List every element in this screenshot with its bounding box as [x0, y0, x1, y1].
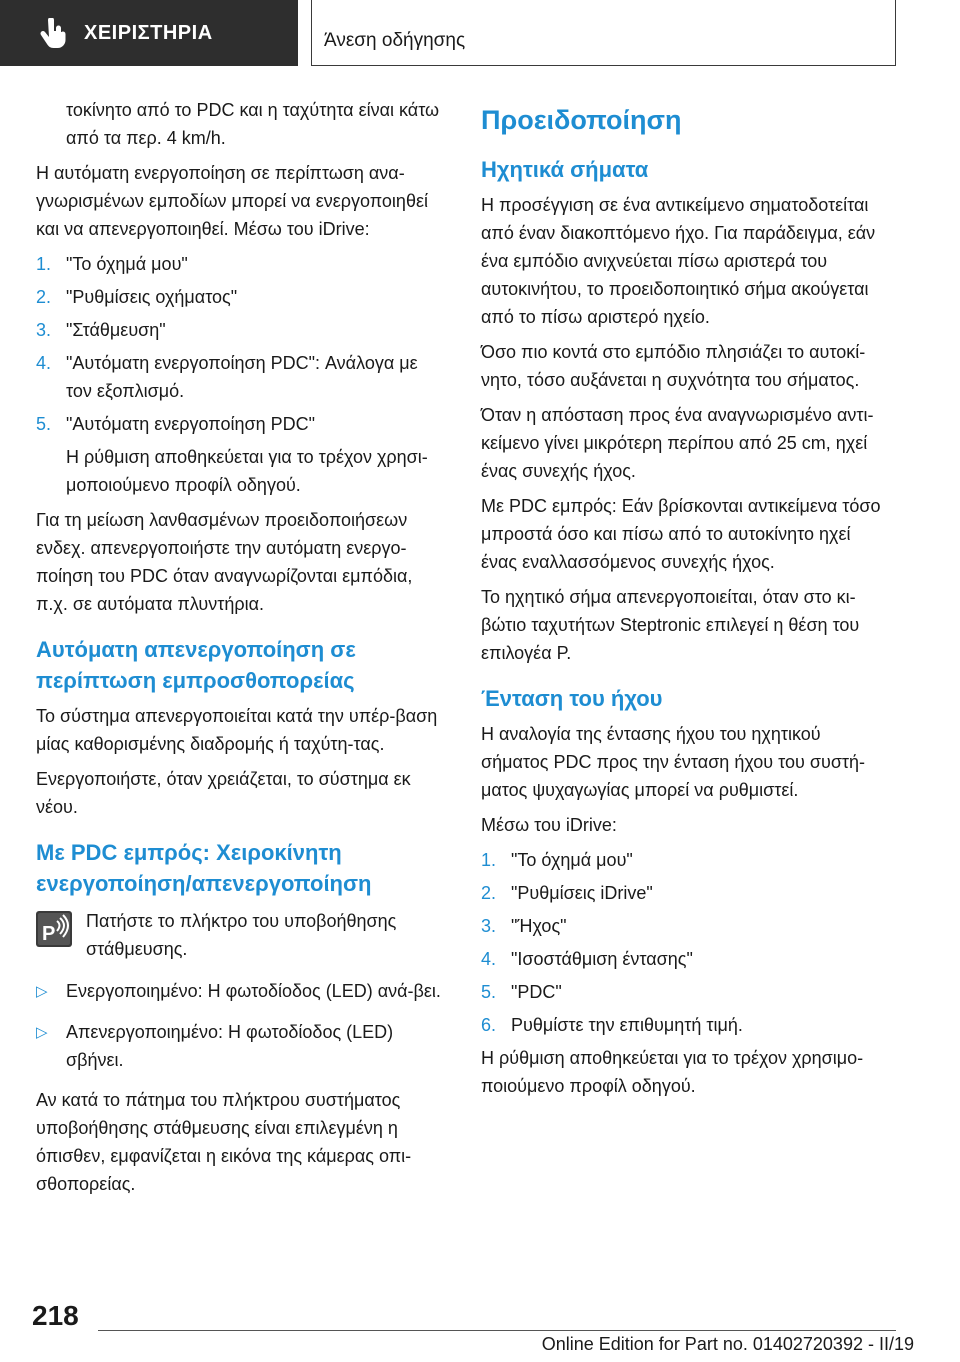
page-number: 218 — [32, 1300, 79, 1331]
manual-header — [0, 0, 298, 66]
volume-heading: Ένταση του ήχου — [481, 686, 663, 711]
auto-off-heading: Αυτόματη απενεργοποίηση σε περίπτωση εμπροσθοπορείας — [36, 637, 356, 693]
volume-text: Η αναλογία της έντασης ήχου του ηχητικού σήματος PDC προς την ένταση ήχου του συστή‐ματος ψυχαγωγίας μπορεί να ρυθμιστεί. — [481, 724, 866, 800]
footer-divider — [98, 1330, 896, 1331]
right-steps-list — [481, 846, 889, 1039]
intro-text: τοκίνητο από το PDC και η ταχύτητα είναι κάτω από τα περ. 4 km/h. — [66, 100, 440, 148]
list-item: 2. "Ρυθμίσεις iDrive" — [481, 883, 653, 903]
list-item: 4. "Ισοστάθμιση έντασης" — [481, 949, 693, 969]
list-item: 3. "Στάθμευση" — [36, 320, 166, 340]
manual-toggle-heading: Με PDC εμπρός: Χειροκίνητη ενεργοποίηση/απενεργοποίηση — [36, 840, 372, 896]
touch-hand-icon — [40, 18, 66, 48]
auto-activation-text: Η αυτόματη ενεργοποίηση σε περίπτωση ανα‐γνωρισμένων εμποδίων μπορεί να ενεργοποιηθεί και να απενεργοποιηθεί. Μέσω του iDrive: — [36, 163, 428, 239]
list-item: 5. "Αυτόματη ενεργοποίηση PDC" — [36, 414, 316, 434]
list-item: 1. "Το όχημά μου" — [36, 254, 188, 274]
triangle-bullet-icon: ▷ — [36, 1024, 48, 1041]
press-button-row — [36, 907, 444, 963]
via-idrive-text: Μέσω του iDrive: — [481, 815, 617, 835]
led-status-list — [36, 977, 444, 1074]
park-assist-button-icon — [36, 911, 72, 947]
list-item: 4. "Αυτόματη ενεργοποίηση PDC": Ανάλογα με τον εξοπλισμό. — [36, 353, 418, 401]
reduce-warnings-text: Για τη μείωση λανθασμένων προειδοποιήσεων ενδεχ. απενεργοποιήστε την αυτόματη ενεργο‐ποίηση του PDC όταν αναγνωρίζονται εμπόδια, π.χ. σε αυτόματα πλυντήρια. — [36, 510, 413, 614]
list-item: 2. "Ρυθμίσεις οχήματος" — [36, 287, 238, 307]
svg-text:P: P — [42, 923, 56, 945]
camera-text: Αν κατά το πάτημα του πλήκτρου συστήματος υποβοήθησης στάθμευσης είναι επιλεγμένη η όπισθεν, εμφανίζεται η εικόνα της κάμερας οπι‐σθοπορείας. — [36, 1090, 412, 1194]
settings-saved-text: Η ρύθμιση αποθηκεύεται για το τρέχον χρησι‐μοποιούμενο προφίλ οδηγού. — [66, 447, 428, 495]
manual-title: ΧΕΙΡΙΣΤΗΡΙΑ — [84, 21, 213, 44]
auto-off-text: Το σύστημα απενεργοποιείται κατά την υπέρ‐βαση μίας καθορισμένης διαδρομής ή ταχύτη‐τας. — [36, 706, 438, 754]
settings-saved-text: Η ρύθμιση αποθηκεύεται για το τρέχον χρησιμο‐ποιούμενο προφίλ οδηγού. — [481, 1048, 864, 1096]
left-column — [36, 96, 444, 1205]
triangle-bullet-icon: ▷ — [36, 983, 48, 1000]
list-item: 3. "Ήχος" — [481, 916, 567, 936]
list-item: 6. Ρυθμίστε την επιθυμητή τιμή. — [481, 1015, 743, 1035]
list-item: ▷ Απενεργοποιημένο: Η φωτοδίοδος (LED) σβήνει. — [36, 1018, 444, 1074]
press-button-text: Πατήστε το πλήκτρο του υποβοήθησης στάθμευσης. — [86, 911, 397, 959]
approach-text: Η προσέγγιση σε ένα αντικείμενο σηματοδοτείται από έναν διακοπτόμενο ήχο. Για παράδειγμα, εάν ένα εμπόδιο ανιχνεύεται πίσω αριστερά του αυτοκινήτου, το προειδοποιητικό σήμα ακούγεται από το πίσω αριστερό ηχείο. — [481, 195, 876, 327]
list-item: ▷ Ενεργοποιημένο: Η φωτοδίοδος (LED) ανά‐βει. — [36, 977, 444, 1006]
right-column — [481, 104, 889, 1107]
acoustic-signals-heading: Ηχητικά σήματα — [481, 157, 649, 182]
closer-text: Όσο πιο κοντά στο εμπόδιο πλησιάζει το αυτοκί‐νητο, τόσο αυξάνεται η συχνότητα του σήματος. — [481, 342, 866, 390]
edition-footer: Online Edition for Part no. 01402720392 - II/19 — [541, 1334, 914, 1354]
steptronic-text: Το ηχητικό σήμα απενεργοποιείται, όταν στο κι‐βώτιο ταχυτήτων Steptronic επιλεγεί η θέση του επιλογέα P. — [481, 587, 860, 663]
front-pdc-text: Με PDC εμπρός: Εάν βρίσκονται αντικείμενα τόσο μπροστά όσο και πίσω από το αυτοκίνητο ηχεί ένας εναλλασσόμενος συνεχής ήχος. — [481, 496, 881, 572]
distance-text: Όταν η απόσταση προς ένα αναγνωρισμένο αντι‐κείμενο γίνει μικρότερη περίπου από 25 cm, ηχεί ένας συνεχής ήχος. — [481, 405, 874, 481]
warning-heading: Προειδοποίηση — [481, 105, 682, 135]
list-item: 5. "PDC" — [481, 982, 562, 1002]
chapter-header — [311, 0, 896, 66]
chapter-title: Άνεση οδήγησης — [324, 30, 466, 51]
list-item: 1. "Το όχημά μου" — [481, 850, 633, 870]
left-steps-list — [36, 250, 444, 438]
reactivate-text: Ενεργοποιήστε, όταν χρειάζεται, το σύστημα εκ νέου. — [36, 769, 411, 817]
